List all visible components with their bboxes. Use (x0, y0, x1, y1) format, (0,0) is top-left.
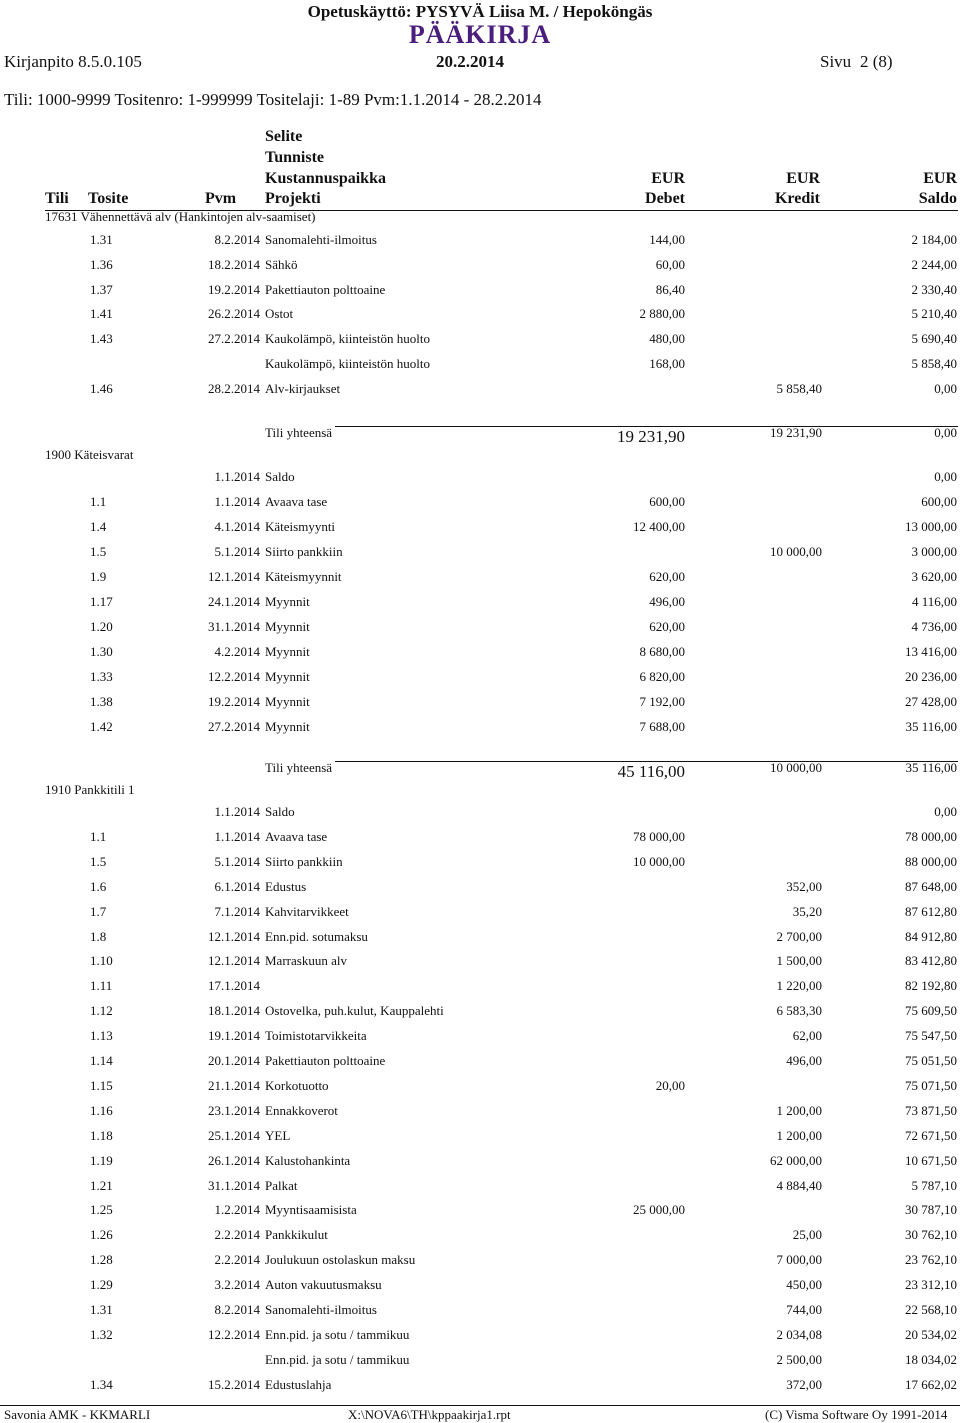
row-kredit: 1 500,00 (776, 953, 822, 968)
row-pvm: 2.2.2014 (214, 1227, 260, 1242)
row-tosite: 1.7 (90, 904, 107, 919)
row-saldo: 0,00 (934, 804, 957, 819)
row-pvm: 12.1.2014 (208, 929, 260, 944)
row-selite: Toimistotarvikkeita (265, 1028, 367, 1043)
row-saldo: 2 184,00 (911, 232, 957, 247)
row-pvm: 24.1.2014 (208, 594, 260, 609)
row-saldo: 27 428,00 (905, 694, 957, 709)
row-debet: 10 000,00 (633, 854, 685, 869)
row-saldo: 88 000,00 (905, 854, 957, 869)
row-pvm: 18.2.2014 (208, 257, 260, 272)
row-pvm: 6.1.2014 (214, 879, 260, 894)
organization-title: Opetuskäyttö: PYSYVÄ Liisa M. / Hepoköngäs (307, 2, 653, 21)
row-selite: Sähkö (265, 257, 298, 272)
row-kredit: 1 200,00 (776, 1103, 822, 1118)
row-pvm: 15.2.2014 (208, 1377, 260, 1392)
row-selite: Avaava tase (265, 494, 328, 509)
row-debet: 60,00 (655, 257, 685, 272)
row-tosite: 1.4 (90, 519, 107, 534)
row-tosite: 1.5 (90, 854, 107, 869)
row-selite: Sanomalehti-ilmoitus (265, 1302, 377, 1317)
footer-left: Savonia AMK - KKMARLI (4, 1407, 151, 1422)
row-debet: 7 688,00 (639, 719, 685, 734)
row-selite: Kaukolämpö, kiinteistön huolto (265, 331, 431, 346)
row-tosite: 1.1 (90, 829, 107, 844)
row-kredit: 372,00 (786, 1377, 822, 1392)
row-tosite: 1.41 (90, 306, 113, 321)
row-pvm: 23.1.2014 (208, 1103, 260, 1118)
row-debet: 20,00 (655, 1078, 685, 1093)
row-selite: Alv-kirjaukset (265, 381, 341, 396)
row-saldo: 20 236,00 (905, 669, 957, 684)
row-selite: Ostovelka, puh.kulut, Kauppalehti (265, 1003, 444, 1018)
total-label: Tili yhteensä (265, 425, 333, 440)
row-selite: Korkotuotto (265, 1078, 329, 1093)
row-tosite: 1.30 (90, 644, 113, 659)
col-kredit: Kredit (774, 190, 820, 207)
row-saldo: 82 192,80 (905, 978, 957, 993)
row-debet: 2 880,00 (639, 306, 685, 321)
row-saldo: 17 662,02 (905, 1377, 957, 1392)
row-saldo: 83 412,80 (905, 953, 957, 968)
total-kredit: 19 231,90 (770, 425, 822, 440)
row-pvm: 19.2.2014 (208, 694, 260, 709)
row-selite: Enn.pid. sotumaksu (265, 929, 368, 944)
row-selite: Kalustohankinta (265, 1153, 351, 1168)
row-debet: 496,00 (649, 594, 685, 609)
row-pvm: 4.1.2014 (214, 519, 260, 534)
row-saldo: 5 690,40 (911, 331, 957, 346)
row-kredit: 1 220,00 (776, 978, 822, 993)
row-selite: Myynnit (265, 669, 310, 684)
row-debet: 600,00 (649, 494, 685, 509)
row-debet: 168,00 (649, 356, 685, 371)
row-kredit: 2 034,08 (776, 1327, 822, 1342)
row-saldo: 23 312,10 (905, 1277, 957, 1292)
row-pvm: 27.2.2014 (208, 719, 260, 734)
row-tosite: 1.31 (90, 1302, 113, 1317)
row-kredit: 62 000,00 (770, 1153, 822, 1168)
row-saldo: 75 547,50 (905, 1028, 957, 1043)
col-tili: Tili (45, 190, 69, 207)
row-selite: Pankkikulut (265, 1227, 328, 1242)
row-saldo: 23 762,10 (905, 1252, 957, 1267)
row-saldo: 78 000,00 (905, 829, 957, 844)
total-debet: 19 231,90 (617, 427, 685, 446)
row-pvm: 7.1.2014 (214, 904, 260, 919)
row-selite: Avaava tase (265, 829, 328, 844)
row-pvm: 3.2.2014 (214, 1277, 260, 1292)
row-pvm: 31.1.2014 (208, 619, 260, 634)
row-selite: Pakettiauton polttoaine (265, 1053, 386, 1068)
row-saldo: 0,00 (934, 469, 957, 484)
account-title: 1900 Käteisvarat (45, 447, 134, 462)
row-saldo: 18 034,02 (905, 1352, 957, 1367)
row-saldo: 13 416,00 (905, 644, 957, 659)
row-selite: Myynnit (265, 619, 310, 634)
row-selite: Käteismyynti (265, 519, 336, 534)
row-selite: Palkat (265, 1178, 298, 1193)
row-saldo: 5 787,10 (911, 1178, 957, 1193)
row-tosite: 1.32 (90, 1327, 113, 1342)
col-debet: Debet (645, 190, 685, 207)
row-kredit: 496,00 (786, 1053, 822, 1068)
row-debet: 86,40 (655, 282, 685, 297)
page-number: 2 (8) (860, 52, 893, 71)
row-saldo: 4 116,00 (911, 594, 957, 609)
row-pvm: 26.2.2014 (208, 306, 260, 321)
row-selite: Ennakkoverot (265, 1103, 338, 1118)
row-tosite: 1.13 (90, 1028, 113, 1043)
row-kredit: 35,20 (792, 904, 822, 919)
row-pvm: 5.1.2014 (214, 854, 260, 869)
col-eur-saldo: EUR (923, 170, 957, 187)
row-pvm: 28.2.2014 (208, 381, 260, 396)
row-selite: Myynnit (265, 644, 310, 659)
row-pvm: 27.2.2014 (208, 331, 260, 346)
row-selite: YEL (265, 1128, 291, 1143)
footer-right: (C) Visma Software Oy 1991-2014 (765, 1407, 948, 1422)
row-selite: Myynnit (265, 594, 310, 609)
row-tosite: 1.6 (90, 879, 107, 894)
row-saldo: 13 000,00 (905, 519, 957, 534)
col-tosite: Tosite (88, 190, 129, 207)
row-selite: Pakettiauton polttoaine (265, 282, 386, 297)
footer-divider (0, 1405, 960, 1406)
row-tosite: 1.38 (90, 694, 113, 709)
row-pvm: 17.1.2014 (208, 978, 260, 993)
row-kredit: 6 583,30 (776, 1003, 822, 1018)
row-tosite: 1.33 (90, 669, 113, 684)
footer-center: X:\NOVA6\TH\kppaakirja1.rpt (348, 1407, 511, 1422)
row-debet: 8 680,00 (639, 644, 685, 659)
row-tosite: 1.31 (90, 232, 113, 247)
row-kredit: 744,00 (786, 1302, 822, 1317)
row-tosite: 1.37 (90, 282, 113, 297)
row-tosite: 1.15 (90, 1078, 113, 1093)
row-saldo: 30 787,10 (905, 1202, 957, 1217)
row-tosite: 1.14 (90, 1053, 113, 1068)
row-saldo: 87 612,80 (905, 904, 957, 919)
row-saldo: 3 000,00 (911, 544, 957, 559)
row-tosite: 1.10 (90, 953, 113, 968)
row-pvm: 8.2.2014 (214, 232, 260, 247)
row-pvm: 1.1.2014 (214, 469, 260, 484)
row-pvm: 31.1.2014 (208, 1178, 260, 1193)
col-projekti: Projekti (265, 190, 321, 207)
row-saldo: 22 568,10 (905, 1302, 957, 1317)
filter-criteria: Tili: 1000-9999 Tositenro: 1-999999 Tositelaji: 1-89 Pvm:1.1.2014 - 28.2.2014 (4, 90, 542, 109)
row-pvm: 12.2.2014 (208, 669, 260, 684)
row-debet: 6 820,00 (639, 669, 685, 684)
total-saldo: 0,00 (934, 425, 957, 440)
col-eur-debet: EUR (651, 170, 685, 187)
row-kredit: 62,00 (792, 1028, 822, 1043)
row-selite: Siirto pankkiin (265, 544, 343, 559)
row-saldo: 87 648,00 (905, 879, 957, 894)
program-version: Kirjanpito 8.5.0.105 (4, 52, 142, 71)
account-title: 17631 Vähennettävä alv (Hankintojen alv-saamiset) (45, 209, 316, 224)
row-debet: 620,00 (649, 619, 685, 634)
row-tosite: 1.21 (90, 1178, 113, 1193)
row-tosite: 1.25 (90, 1202, 113, 1217)
row-pvm: 1.1.2014 (214, 804, 260, 819)
report-date: 20.2.2014 (436, 52, 504, 71)
row-pvm: 1.1.2014 (214, 494, 260, 509)
row-pvm: 19.2.2014 (208, 282, 260, 297)
row-saldo: 5 210,40 (911, 306, 957, 321)
row-saldo: 0,00 (934, 381, 957, 396)
report-title: PÄÄKIRJA (408, 20, 552, 49)
row-kredit: 5 858,40 (776, 381, 822, 396)
row-tosite: 1.8 (90, 929, 107, 944)
row-kredit: 4 884,40 (776, 1178, 822, 1193)
row-kredit: 2 700,00 (776, 929, 822, 944)
row-tosite: 1.42 (90, 719, 113, 734)
row-selite: Myynnit (265, 694, 310, 709)
row-selite: Enn.pid. ja sotu / tammikuu (265, 1327, 410, 1342)
row-debet: 7 192,00 (639, 694, 685, 709)
row-pvm: 20.1.2014 (208, 1053, 260, 1068)
row-saldo: 20 534,02 (905, 1327, 957, 1342)
row-pvm: 5.1.2014 (214, 544, 260, 559)
row-tosite: 1.9 (90, 569, 107, 584)
row-pvm: 1.2.2014 (214, 1202, 260, 1217)
row-tosite: 1.46 (90, 381, 113, 396)
row-tosite: 1.1 (90, 494, 107, 509)
row-saldo: 35 116,00 (905, 719, 957, 734)
row-pvm: 2.2.2014 (214, 1252, 260, 1267)
row-selite: Saldo (265, 804, 295, 819)
row-selite: Edustus (265, 879, 307, 894)
row-tosite: 1.43 (90, 331, 113, 346)
row-kredit: 10 000,00 (770, 544, 822, 559)
row-pvm: 18.1.2014 (208, 1003, 260, 1018)
row-saldo: 2 244,00 (911, 257, 957, 272)
row-saldo: 75 071,50 (905, 1078, 957, 1093)
row-selite: Ostot (265, 306, 294, 321)
row-debet: 480,00 (649, 331, 685, 346)
row-kredit: 450,00 (786, 1277, 822, 1292)
row-tosite: 1.29 (90, 1277, 113, 1292)
col-pvm: Pvm (205, 190, 237, 207)
row-tosite: 1.12 (90, 1003, 113, 1018)
col-kustannuspaikka: Kustannuspaikka (265, 170, 386, 187)
row-selite: Kahvitarvikkeet (265, 904, 349, 919)
row-saldo: 2 330,40 (911, 282, 957, 297)
row-pvm: 4.2.2014 (214, 644, 260, 659)
row-saldo: 73 871,50 (905, 1103, 957, 1118)
total-label: Tili yhteensä (265, 760, 333, 775)
account-title: 1910 Pankkitili 1 (45, 782, 135, 797)
row-saldo: 72 671,50 (905, 1128, 957, 1143)
row-kredit: 352,00 (786, 879, 822, 894)
row-tosite: 1.36 (90, 257, 113, 272)
row-kredit: 2 500,00 (776, 1352, 822, 1367)
row-tosite: 1.18 (90, 1128, 113, 1143)
row-saldo: 5 858,40 (911, 356, 957, 371)
row-kredit: 7 000,00 (776, 1252, 822, 1267)
row-tosite: 1.26 (90, 1227, 113, 1242)
row-pvm: 25.1.2014 (208, 1128, 260, 1143)
row-selite: Kaukolämpö, kiinteistön huolto (265, 356, 431, 371)
row-saldo: 75 609,50 (905, 1003, 957, 1018)
row-saldo: 84 912,80 (905, 929, 957, 944)
row-selite: Marraskuun alv (265, 953, 347, 968)
row-saldo: 3 620,00 (911, 569, 957, 584)
row-selite: Myynnit (265, 719, 310, 734)
total-debet: 45 116,00 (617, 762, 685, 781)
row-selite: Saldo (265, 469, 295, 484)
col-eur-kredit: EUR (786, 170, 820, 187)
row-pvm: 21.1.2014 (208, 1078, 260, 1093)
row-pvm: 26.1.2014 (208, 1153, 260, 1168)
total-kredit: 10 000,00 (770, 760, 822, 775)
row-debet: 25 000,00 (633, 1202, 685, 1217)
row-pvm: 12.1.2014 (208, 953, 260, 968)
row-tosite: 1.17 (90, 594, 113, 609)
row-pvm: 12.2.2014 (208, 1327, 260, 1342)
row-saldo: 4 736,00 (911, 619, 957, 634)
row-saldo: 30 762,10 (905, 1227, 957, 1242)
col-saldo: Saldo (918, 190, 957, 207)
row-debet: 78 000,00 (633, 829, 685, 844)
total-saldo: 35 116,00 (905, 760, 957, 775)
row-tosite: 1.16 (90, 1103, 113, 1118)
row-debet: 12 400,00 (633, 519, 685, 534)
row-tosite: 1.11 (90, 978, 113, 993)
row-kredit: 25,00 (792, 1227, 822, 1242)
row-selite: Enn.pid. ja sotu / tammikuu (265, 1352, 410, 1367)
col-tunniste: Tunniste (265, 149, 324, 166)
page-label: Sivu (820, 52, 852, 71)
row-selite: Siirto pankkiin (265, 854, 343, 869)
row-selite: Joulukuun ostolaskun maksu (265, 1252, 416, 1267)
row-pvm: 19.1.2014 (208, 1028, 260, 1043)
row-pvm: 12.1.2014 (208, 569, 260, 584)
row-tosite: 1.5 (90, 544, 107, 559)
row-tosite: 1.19 (90, 1153, 113, 1168)
col-selite: Selite (265, 128, 303, 145)
row-saldo: 600,00 (921, 494, 957, 509)
row-tosite: 1.28 (90, 1252, 113, 1267)
row-pvm: 1.1.2014 (214, 829, 260, 844)
row-selite: Edustuslahja (265, 1377, 332, 1392)
row-saldo: 75 051,50 (905, 1053, 957, 1068)
row-selite: Myyntisaamisista (265, 1202, 357, 1217)
row-tosite: 1.34 (90, 1377, 113, 1392)
row-tosite: 1.20 (90, 619, 113, 634)
row-debet: 620,00 (649, 569, 685, 584)
row-selite: Sanomalehti-ilmoitus (265, 232, 377, 247)
row-pvm: 8.2.2014 (214, 1302, 260, 1317)
row-selite: Käteismyynnit (265, 569, 342, 584)
row-kredit: 1 200,00 (776, 1128, 822, 1143)
row-debet: 144,00 (649, 232, 685, 247)
row-saldo: 10 671,50 (905, 1153, 957, 1168)
row-selite: Auton vakuutusmaksu (265, 1277, 382, 1292)
